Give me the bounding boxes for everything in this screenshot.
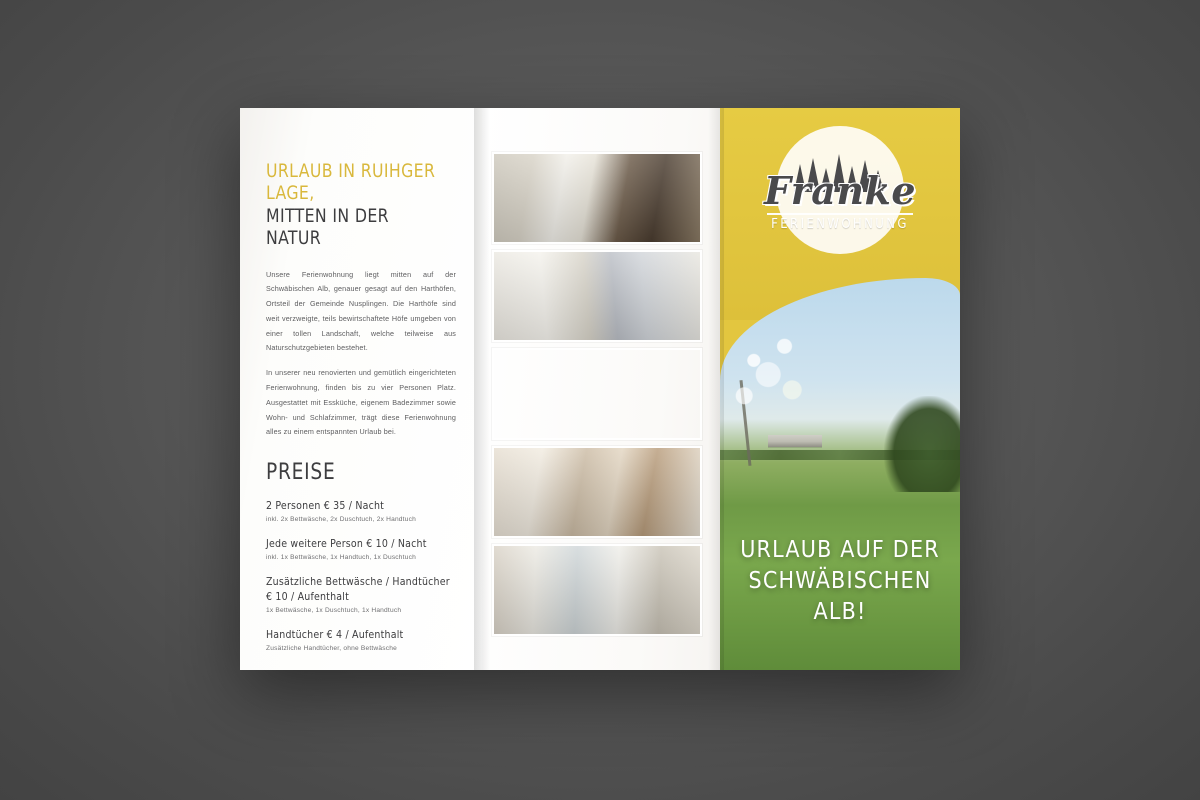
price-item (266, 537, 456, 561)
price-subtitle: inkl. 2x Bettwäsche, 2x Duschtuch, 2x Handtuch (266, 516, 416, 524)
price-item (266, 499, 456, 523)
price-item (266, 628, 456, 652)
brochure-middle-panel (482, 108, 720, 670)
brochure-left-panel (240, 108, 482, 670)
price-subtitle: 1x Bettwäsche, 1x Duschtuch, 1x Handtuch (266, 606, 402, 614)
logo-subtitle: FERIENWOHNUNG (771, 217, 909, 232)
price-title: Jede weitere Person € 10 / Nacht (266, 538, 427, 551)
prices-heading: PREISE (266, 460, 336, 486)
photo-dining (492, 446, 702, 538)
price-title: Handtücher € 4 / Aufenthalt (266, 628, 404, 641)
price-item (266, 575, 456, 613)
headline-line-1: URLAUB IN RUIHGER LAGE, (266, 160, 436, 205)
logo-wordmark: Franke (763, 168, 917, 213)
price-subtitle: Zusätzliche Handtücher, ohne Bettwäsche (266, 644, 397, 652)
headline-line-2: MITTEN IN DER NATUR (266, 204, 389, 250)
photo-bathroom (492, 544, 702, 636)
photo-living-room (492, 152, 702, 244)
price-title: Zusätzliche Bettwäsche / Handtücher € 10 / Aufenthalt (266, 576, 450, 603)
photo-strip (492, 152, 702, 636)
slogan-line-2: SCHWÄBISCHEN ALB! (748, 567, 932, 625)
blossom-tree (725, 325, 821, 443)
bush (884, 396, 960, 492)
brand-logo (720, 130, 960, 232)
left-panel-headline (266, 160, 456, 250)
brochure-cover-panel (720, 108, 960, 670)
price-title: 2 Personen € 35 / Nacht (266, 500, 385, 513)
cover-slogan (720, 535, 960, 628)
price-subtitle: inkl. 1x Bettwäsche, 1x Handtuch, 1x Duschtuch (266, 554, 416, 562)
slogan-line-1: URLAUB AUF DER (740, 536, 940, 563)
trifold-brochure (240, 108, 960, 670)
intro-paragraph-2: In unserer neu renovierten und gemütlich eingerichteten Ferienwohnung, finden bis zu vier Personen Platz. Ausgestattet mit Essküche, eigenem Badezimmer sowie Wohn- und Schlafzimmer, trägt diese Ferienwohnung alles zu einem entspannten Urlaub bei. (266, 368, 456, 437)
logo-divider (767, 213, 913, 215)
photo-bedroom (492, 250, 702, 342)
photo-kitchen (492, 348, 702, 440)
intro-paragraph-1: Unsere Ferienwohnung liegt mitten auf der Schwäbischen Alb, genauer gesagt auf den Harthöfen, Ortsteil der Gemeinde Nusplingen. Die Harthöfe sind weit verzweigte, teils bewirtschaftete Höfe umgeben von einer tollen Landschaft, welche teilweise aus Naturschutzgebieten bestehet. (266, 269, 456, 353)
